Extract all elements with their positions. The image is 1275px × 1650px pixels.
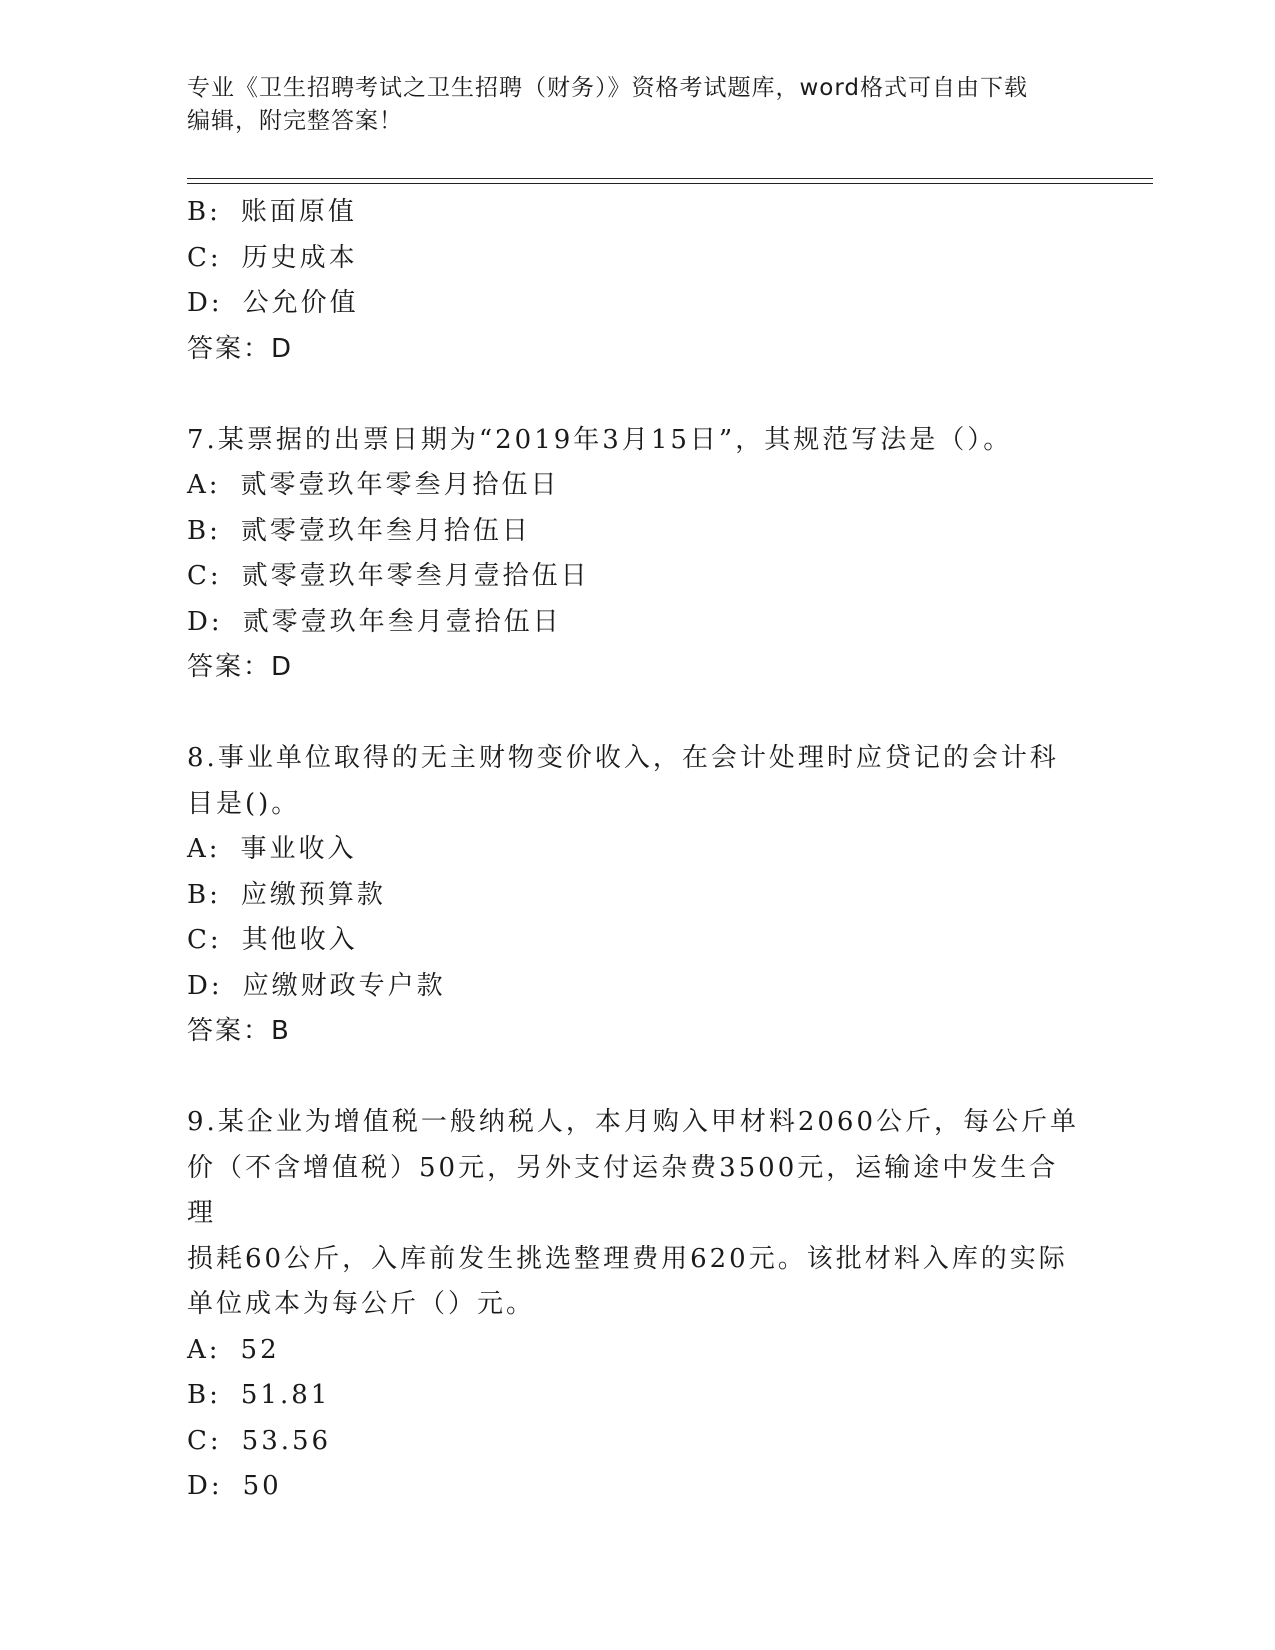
option-d: D: 应缴财政专户款 — [187, 970, 446, 1001]
prev-question — [187, 190, 1087, 372]
option-a: A: 52 — [187, 1334, 280, 1365]
option-b: B: 应缴预算款 — [187, 879, 386, 910]
option-b: B: 贰零壹玖年叁月拾伍日 — [187, 515, 531, 546]
option-c: C: 其他收入 — [187, 925, 358, 955]
option-c: C: 53.56 — [187, 1425, 332, 1456]
header-divider-bottom — [187, 183, 1153, 184]
page-header — [187, 72, 1067, 138]
document-body — [187, 190, 1087, 1510]
question-text: 8.事业单位取得的无主财物变价收入，在会计处理时应贷记的会计科 目是()。 — [187, 743, 1059, 819]
option-d: D: 公允价值 — [187, 288, 359, 318]
question-8 — [187, 736, 1087, 1055]
option-b: B: 账面原值 — [187, 197, 357, 227]
option-c: C: 历史成本 — [187, 242, 358, 273]
answer-line: 答案：D — [187, 652, 294, 682]
option-b: B: 51.81 — [187, 1380, 331, 1410]
option-d: D: 50 — [187, 1471, 282, 1501]
option-a: A: 贰零壹玖年零叁月拾伍日 — [187, 470, 560, 500]
option-c: C: 贰零壹玖年零叁月壹拾伍日 — [187, 561, 590, 591]
header-line-2: 编辑，附完整答案！ — [187, 108, 403, 134]
header-line-1: 专业《卫生招聘考试之卫生招聘（财务）》资格考试题库，word格式可自由下载 — [187, 75, 1029, 101]
question-text: 7.某票据的出票日期为“2019年3月15日”，其规范写法是（）。 — [187, 424, 1013, 455]
option-a: A: 事业收入 — [187, 834, 357, 864]
answer-line: 答案：B — [187, 1016, 291, 1046]
option-d: D: 贰零壹玖年叁月壹拾伍日 — [187, 606, 562, 637]
answer-line: 答案：D — [187, 333, 294, 364]
header-divider-top — [187, 178, 1153, 179]
question-text: 9.某企业为增值税一般纳税人，本月购入甲材料2060公斤，每公斤单 价（不含增值税）50元，另外支付运杂费3500元，运输途中发生合理 损耗60公斤，入库前发生挑选整理费用620元。该批材料入库的实际 单位成本为每公斤（）元。 — [187, 1107, 1079, 1319]
question-9 — [187, 1100, 1087, 1510]
question-7 — [187, 418, 1087, 691]
